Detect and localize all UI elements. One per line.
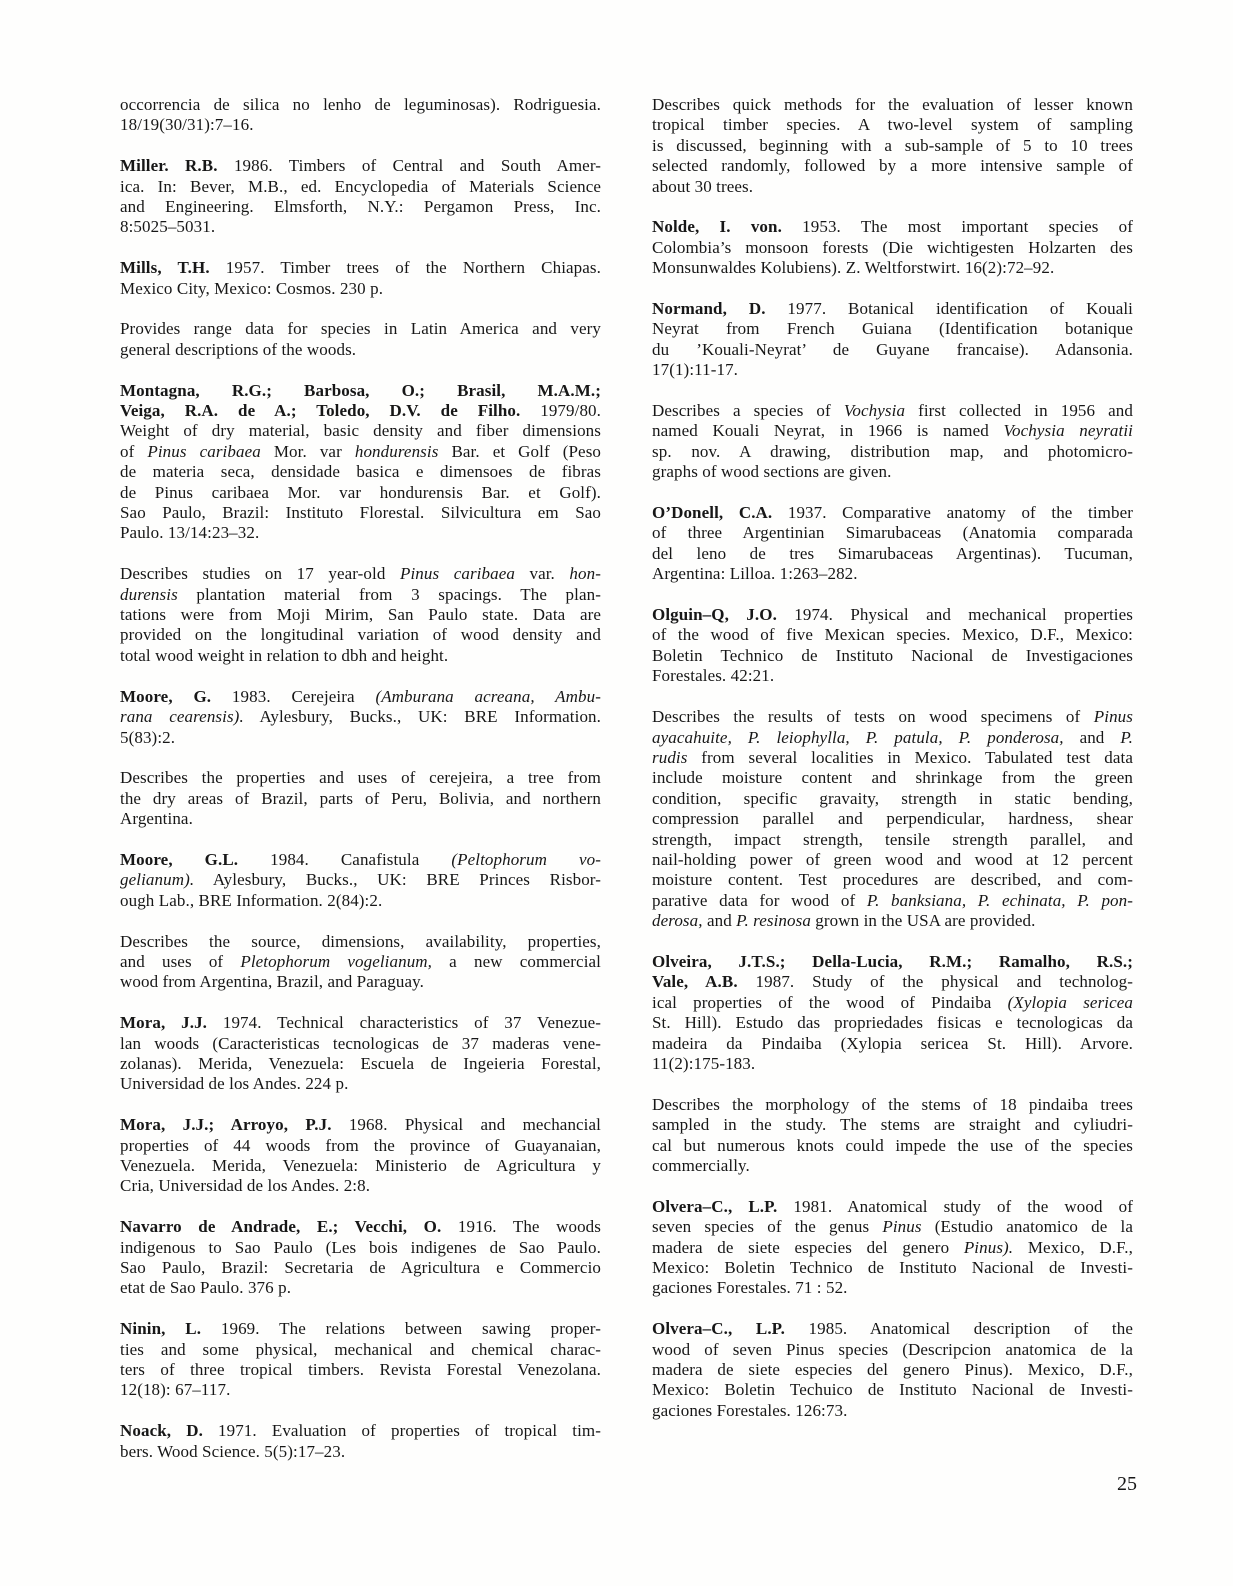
text-line: of the wood of five Mexican species. Mexico, D.F., Mexico: xyxy=(652,625,1133,645)
text-line: madera de siete especies del genero Pinus). Mexico, D.F., xyxy=(652,1237,1133,1257)
text-line: include moisture content and shrinkage from the green xyxy=(652,768,1133,788)
text-line: nail-holding power of green wood and wood at 12 percent xyxy=(652,849,1133,869)
text-line: Monsunwaldes Kolubiens). Z. Weltforstwirt. 16(2):72–92. xyxy=(652,258,1055,278)
text-line: gelianum). Aylesbury, Bucks., UK: BRE Princes Risbor- xyxy=(120,870,601,890)
text-line: selected randomly, followed by a more intensive sample of xyxy=(652,156,1133,176)
text-line: Venezuela. Merida, Venezuela: Ministerio de Agricultura y xyxy=(120,1155,601,1175)
text-line: Describes quick methods for the evaluation of lesser known xyxy=(652,95,1133,114)
text-line: Olvera–C., L.P. 1981. Anatomical study of the wood of xyxy=(652,1196,1133,1216)
citation-entry xyxy=(120,687,601,748)
right-column xyxy=(652,95,1133,1462)
text-line: Describes the results of tests on wood specimens of Pinus xyxy=(652,707,1133,727)
text-line: ical properties of the wood of Pindaiba (Xylopia sericea xyxy=(652,992,1133,1012)
text-line: tations were from Moji Mirim, San Paulo state. Data are xyxy=(120,605,601,625)
text-line: gaciones Forestales. 71 : 52. xyxy=(652,1278,848,1298)
text-line: Mora, J.J. 1974. Technical characteristics of 37 Venezue- xyxy=(120,1013,602,1033)
text-line: Mexico: Boletin Technico de Instituto Nacional de Investi- xyxy=(652,1258,1133,1278)
text-line: de materia seca, densidade basica e dimensoes de fibras xyxy=(120,462,601,482)
continuation-text xyxy=(120,95,601,136)
text-line: and uses of Pletophorum vogelianum, a new commercial xyxy=(120,951,601,971)
text-line: madera de siete especies del genero Pinus). Mexico, D.F., xyxy=(652,1360,1133,1380)
text-line: condition, specific gravaity, strength in static bending, xyxy=(652,788,1133,808)
text-line: du ’Kouali-Neyrat’ de Guyane francaise). Adansonia. xyxy=(652,339,1133,359)
annotation xyxy=(120,319,601,360)
text-line: properties of 44 woods from the province of Guayanaian, xyxy=(120,1135,601,1155)
text-line: tropical timber species. A two-level system of sampling xyxy=(652,115,1133,135)
annotation xyxy=(120,768,601,829)
text-line: Cria, Universidad de los Andes. 2:8. xyxy=(120,1176,371,1196)
text-line: Olvera–C., L.P. 1985. Anatomical description of the xyxy=(652,1319,1133,1339)
citation-entry xyxy=(120,156,601,238)
text-line: Mexico City, Mexico: Cosmos. 230 p. xyxy=(120,278,384,298)
annotation xyxy=(652,95,1133,197)
text-line: 5(83):2. xyxy=(120,727,176,747)
text-line: etat de Sao Paulo. 376 p. xyxy=(120,1278,292,1298)
text-line: Nolde, I. von. 1953. The most important species of xyxy=(652,217,1133,237)
text-line: Olguin–Q, J.O. 1974. Physical and mechanical properties xyxy=(652,605,1133,625)
text-line: sp. nov. A drawing, distribution map, and photomicro- xyxy=(652,441,1133,461)
text-line: graphs of wood sections are given. xyxy=(652,462,892,482)
annotation xyxy=(652,401,1133,483)
text-line: Weight of dry material, basic density and fiber dimensions xyxy=(120,421,601,441)
citation-entry xyxy=(652,1197,1133,1299)
annotation xyxy=(652,1095,1133,1177)
text-line: durensis plantation material from 3 spacings. The plan- xyxy=(120,584,601,604)
text-line: del leno de tres Simarubaceas Argentinas). Tucuman, xyxy=(652,543,1133,563)
text-line: Moore, G.L. 1984. Canafistula (Peltophorum vo- xyxy=(120,849,601,869)
text-line: and Engineering. Elmsforth, N.Y.: Pergamon Press, Inc. xyxy=(120,197,601,217)
text-line: Describes studies on 17 year-old Pinus caribaea var. hon- xyxy=(120,564,601,584)
text-line: Argentina. xyxy=(120,809,193,829)
citation-entry xyxy=(652,605,1133,687)
text-line: Montagna, R.G.; Barbosa, O.; Brasil, M.A.M.; xyxy=(120,380,601,400)
text-line: madeira da Pindaiba (Xylopia sericea St. Hill). Arvore. xyxy=(652,1033,1133,1053)
text-line: provided on the longitudinal variation of wood density and xyxy=(120,625,601,645)
text-line: Colombia’s monsoon forests (Die wichtigesten Holzarten des xyxy=(652,237,1133,257)
text-line: Mexico: Boletin Techuico de Instituto Nacional de Investi- xyxy=(652,1380,1133,1400)
text-line: Mills, T.H. 1957. Timber trees of the Northern Chiapas. xyxy=(120,258,601,278)
text-line: ough Lab., BRE Information. 2(84):2. xyxy=(120,890,383,910)
text-line: Normand, D. 1977. Botanical identification of Kouali xyxy=(652,299,1133,319)
citation-entry xyxy=(652,1319,1133,1421)
text-line: Ninin, L. 1969. The relations between sawing proper- xyxy=(120,1319,601,1339)
text-line: Navarro de Andrade, E.; Vecchi, O. 1916. The woods xyxy=(120,1217,601,1237)
text-line: 11(2):175-183. xyxy=(652,1053,756,1073)
citation-entry xyxy=(652,503,1133,585)
text-line: rudis from several localities in Mexico. Tabulated test data xyxy=(652,747,1133,767)
text-line: ties and some physical, mechanical and chemical charac- xyxy=(120,1339,601,1359)
text-line: Describes the source, dimensions, availability, properties, xyxy=(120,931,601,951)
text-line: general descriptions of the woods. xyxy=(120,339,357,359)
citation-entry xyxy=(120,850,601,911)
text-line: seven species of the genus Pinus (Estudio anatomico de la xyxy=(652,1217,1133,1237)
annotation xyxy=(120,932,601,993)
citation-entry xyxy=(652,299,1133,381)
text-line: St. Hill). Estudo das propriedades fisicas e tecnologicas da xyxy=(652,1013,1133,1033)
citation-entry xyxy=(120,1115,601,1197)
text-line: Mora, J.J.; Arroyo, P.J. 1968. Physical and mechancial xyxy=(120,1115,601,1135)
citation-entry xyxy=(120,1421,601,1462)
text-line: Olveira, J.T.S.; Della-Lucia, R.M.; Ramalho, R.S.; xyxy=(652,951,1133,971)
text-line: Argentina: Lilloa. 1:263–282. xyxy=(652,564,858,584)
text-line: Sao Paulo, Brazil: Secretaria de Agricultura e Commercio xyxy=(120,1257,601,1277)
text-line: 12(18): 67–117. xyxy=(120,1380,231,1400)
text-line: Describes a species of Vochysia first collected in 1956 and xyxy=(652,401,1133,421)
text-line: strength, impact strength, tensile strength parallel, and xyxy=(652,829,1133,849)
text-line: bers. Wood Science. 5(5):17–23. xyxy=(120,1441,346,1461)
text-line: is discussed, beginning with a sub-sample of 5 to 10 trees xyxy=(652,135,1133,155)
text-line: rana cearensis). Aylesbury, Bucks., UK: BRE Information. xyxy=(120,707,601,727)
text-line: indigenous to Sao Paulo (Les bois indigenes de Sao Paulo. xyxy=(120,1237,601,1257)
text-line: ica. In: Bever, M.B., ed. Encyclopedia of Materials Science xyxy=(120,176,601,196)
text-line: named Kouali Neyrat, in 1966 is named Vochysia neyratii xyxy=(652,421,1133,441)
annotation xyxy=(652,707,1133,931)
text-line: Describes the morphology of the stems of 18 pindaiba trees xyxy=(652,1094,1133,1114)
text-line: Moore, G. 1983. Cerejeira (Amburana acreana, Ambu- xyxy=(120,686,601,706)
text-line: Paulo. 13/14:23–32. xyxy=(120,523,260,543)
text-line: total wood weight in relation to dbh and height. xyxy=(120,645,449,665)
text-line: Miller. R.B. 1986. Timbers of Central and South Amer- xyxy=(120,156,602,176)
text-line: compression parallel and perpendicular, hardness, shear xyxy=(652,809,1133,829)
text-line: of three Argentinian Simarubaceas (Anatomia comparada xyxy=(652,523,1133,543)
citation-entry xyxy=(120,258,601,299)
citation-entry xyxy=(120,1013,601,1095)
text-line: Universidad de los Andes. 224 p. xyxy=(120,1074,349,1094)
text-line: Describes the properties and uses of cerejeira, a tree from xyxy=(120,768,601,788)
text-line: Provides range data for species in Latin America and very xyxy=(120,319,601,339)
text-line: wood from Argentina, Brazil, and Paraguay. xyxy=(120,972,424,992)
text-line: 17(1):11-17. xyxy=(652,360,739,380)
text-line: derosa, and P. resinosa grown in the USA are provided. xyxy=(652,911,1036,931)
text-line: gaciones Forestales. 126:73. xyxy=(652,1400,848,1420)
text-line: about 30 trees. xyxy=(652,176,754,196)
citation-entry xyxy=(120,1217,601,1299)
text-line: zolanas). Merida, Venezuela: Escuela de Ingeieria Forestal, xyxy=(120,1053,601,1073)
text-line: Boletin Technico de Instituto Nacional de Investigaciones xyxy=(652,645,1133,665)
text-line: moisture content. Test procedures are described, and com- xyxy=(652,870,1133,890)
text-line: Veiga, R.A. de A.; Toledo, D.V. de Filho. 1979/80. xyxy=(120,401,602,421)
text-line: Noack, D. 1971. Evaluation of properties of tropical tim- xyxy=(120,1421,601,1441)
text-line: parative data for wood of P. banksiana, P. echinata, P. pon- xyxy=(652,890,1134,910)
text-line: Vale, A.B. 1987. Study of the physical and technolog- xyxy=(652,972,1133,992)
text-line: 18/19(30/31):7–16. xyxy=(120,115,254,135)
text-line: de Pinus caribaea Mor. var hondurensis Bar. et Golf). xyxy=(120,482,601,502)
text-line: occorrencia de silica no lenho de leguminosas). Rodriguesia. xyxy=(120,95,601,114)
text-line: of Pinus caribaea Mor. var hondurensis Bar. et Golf (Peso xyxy=(120,441,602,461)
text-line: Neyrat from French Guiana (Identification botanique xyxy=(652,319,1133,339)
annotation xyxy=(120,564,601,666)
text-line: Sao Paulo, Brazil: Instituto Florestal. Silvicultura em Sao xyxy=(120,503,601,523)
citation-entry xyxy=(652,952,1133,1074)
text-line: O’Donell, C.A. 1937. Comparative anatomy of the timber xyxy=(652,503,1133,523)
text-line: lan woods (Caracteristicas tecnologicas de 37 maderas vene- xyxy=(120,1033,601,1053)
text-line: sampled in the study. The stems are straight and cyliudri- xyxy=(652,1115,1133,1135)
text-line: commercially. xyxy=(652,1156,750,1175)
text-line: cal but numerous knots could impede the use of the species xyxy=(652,1135,1133,1155)
text-line: Forestales. 42:21. xyxy=(652,666,775,686)
citation-entry xyxy=(120,1319,601,1401)
text-line: the dry areas of Brazil, parts of Peru, Bolivia, and northern xyxy=(120,788,601,808)
citation-entry xyxy=(652,217,1133,278)
text-line: ters of three tropical timbers. Revista Forestal Venezolana. xyxy=(120,1359,601,1379)
text-line: ayacahuite, P. leiophylla, P. patula, P. ponderosa, and P. xyxy=(652,727,1134,747)
text-line: wood of seven Pinus species (Descripcion anatomica de la xyxy=(652,1339,1133,1359)
left-column xyxy=(120,95,601,1462)
citation-entry xyxy=(120,381,601,544)
text-line: 8:5025–5031. xyxy=(120,217,216,237)
page-number: 25 xyxy=(1117,1473,1137,1495)
